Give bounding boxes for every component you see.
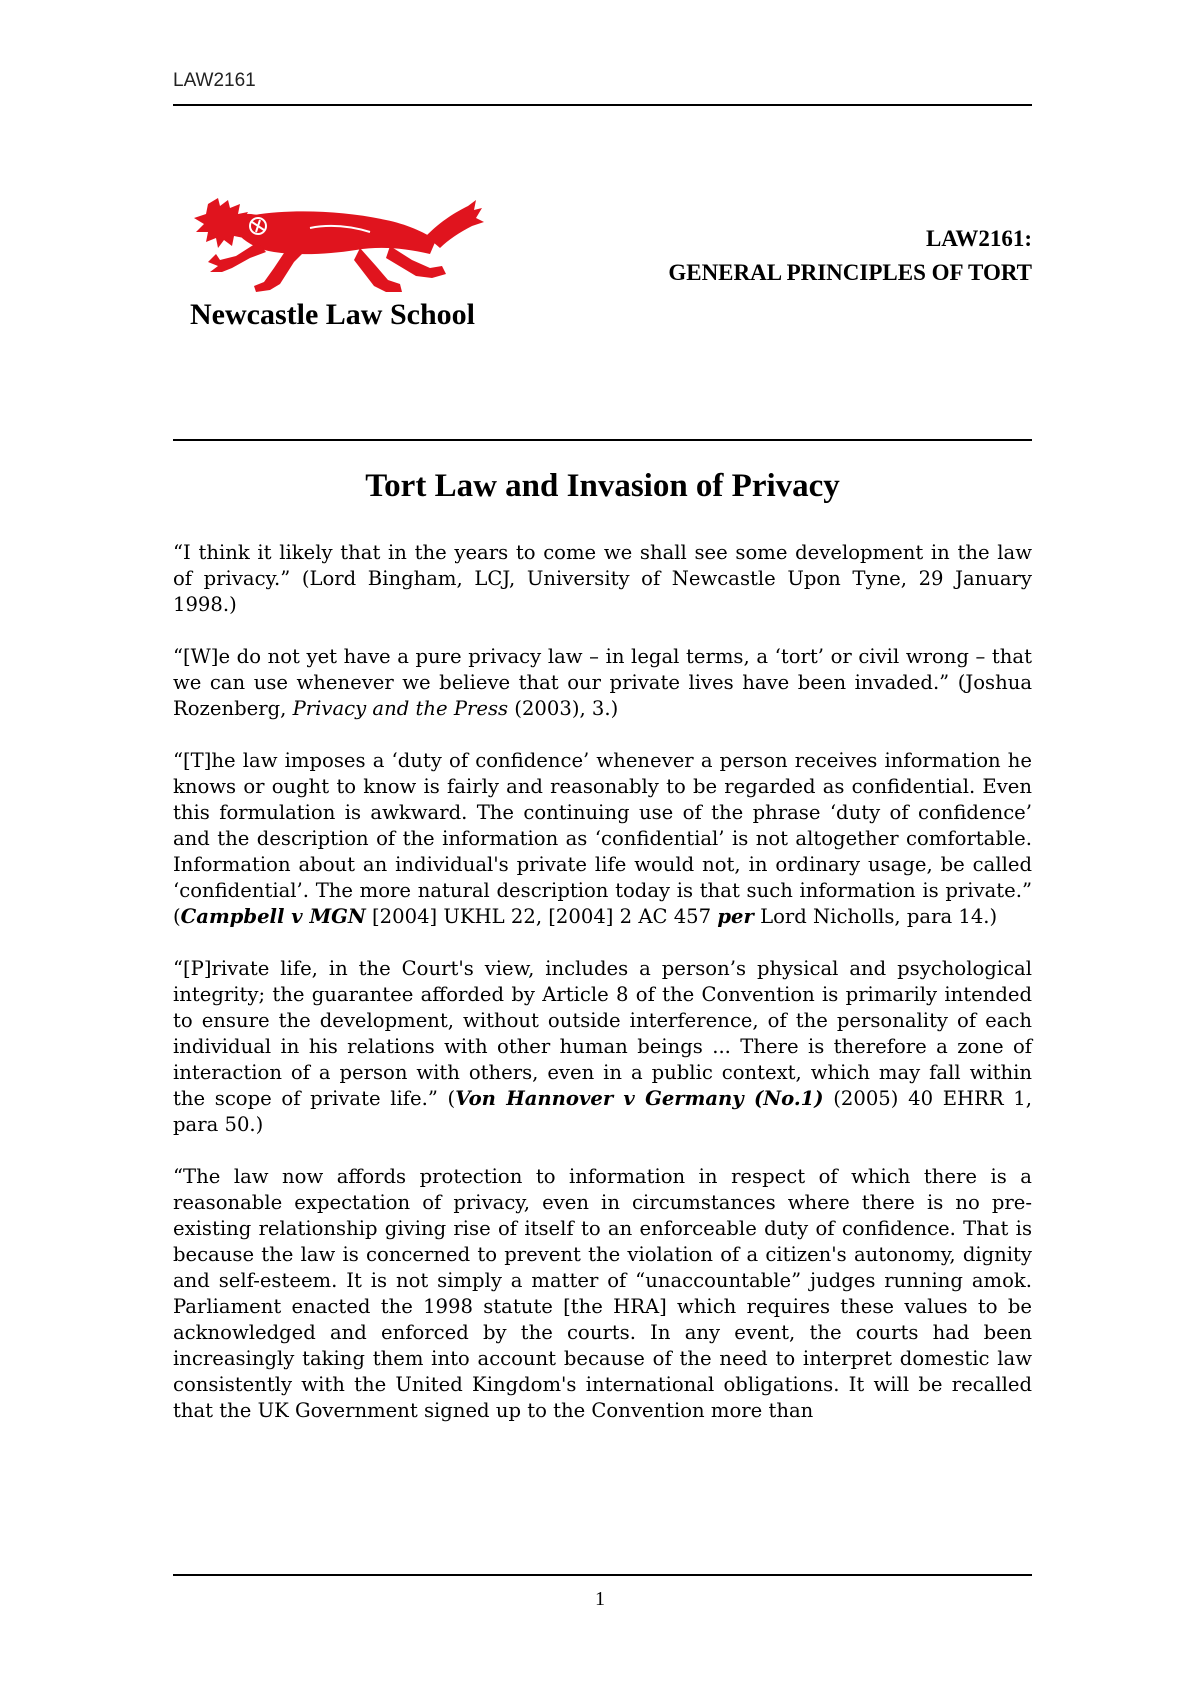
quote-bingham (173, 540, 1032, 618)
title-rule (173, 439, 1032, 441)
running-header: LAW2161 (173, 70, 256, 91)
quote-rozenberg (173, 644, 1032, 722)
per-word: per (717, 905, 754, 928)
course-heading (668, 222, 1032, 290)
case-name: Campbell v MGN (180, 905, 366, 928)
quote-hra (173, 1164, 1032, 1424)
quote-text: “The law now affords protection to information in respect of which there is a reasonable expectation of privacy, even in circumstances where there is no pre-existing relationship giving rise of itself to an enforceable duty of confidence. That is because the law is concerned to prevent the violation of a citizen's autonomy, dignity and self-esteem. It is not simply a matter of “unaccountable” judges running amok. Parliament enacted the 1998 statute [the HRA] which requires these values to be acknowledged and enforced by the courts. In any event, the courts had been increasingly taking them into account because of the need to interpret domestic law consistently with the United Kingdom's international obligations. It will be recalled that the UK Government signed up to the Convention more than (173, 1165, 1032, 1422)
citation-mid: [2004] UKHL 22, [2004] 2 AC 457 (365, 905, 718, 928)
case-name: Von Hannover v Germany (No.1) (455, 1087, 824, 1110)
quote-text: “[T]he law imposes a ‘duty of confidence’ whenever a person receives information he knows or ought to know is fairly and reasonably to be regarded as confidential. Even this formulation is awkward. The continuing use of the phrase ‘duty of confidence’ and the description of the information as ‘confidential’ is not altogether comfortable. Information about an individual's private life would not, in ordinary usage, be called ‘confidential’. The more natural description today is that such information is private.” ( (173, 749, 1032, 928)
quote-text: “[W]e do not yet have a pure privacy law – in legal terms, a ‘tort’ or civil wrong – that we can use whenever we believe that our private lives have been invaded.” (Joshua Rozenberg, (173, 645, 1032, 720)
footer-rule (173, 1574, 1032, 1576)
course-title: GENERAL PRINCIPLES OF TORT (668, 260, 1032, 285)
quote-von-hannover (173, 956, 1032, 1138)
quote-text: “[P]rivate life, in the Court's view, includes a person’s physical and psychological integrity; the guarantee afforded by Article 8 of the Convention is primarily intended to ensure the development, without outside interference, of the personality of each individual in his relations with other human beings ... There is therefore a zone of interaction of a person with others, even in a public context, which may fall within the scope of private life.” ( (173, 957, 1032, 1110)
work-title: Privacy and the Press (292, 697, 509, 720)
document-title: Tort Law and Invasion of Privacy (365, 468, 840, 504)
school-logo (190, 196, 510, 336)
header-rule (173, 104, 1032, 106)
course-code: LAW2161: (925, 226, 1032, 251)
page-number: 1 (595, 1588, 605, 1610)
citation-tail: Lord Nicholls, para 14.) (753, 905, 998, 928)
red-lion-rampant-icon (190, 196, 490, 296)
document-body (173, 540, 1032, 1450)
quote-campbell (173, 748, 1032, 930)
citation-tail: (2003), 3.) (508, 697, 619, 720)
school-name: Newcastle Law School (190, 298, 475, 331)
citation-tail: (2005) 40 EHRR 1, para 50.) (173, 1087, 1032, 1136)
quote-text: “I think it likely that in the years to come we shall see some development in the law of privacy.” (Lord Bingham, LCJ, University of Newcastle Upon Tyne, 29 January 1998.) (173, 541, 1032, 616)
